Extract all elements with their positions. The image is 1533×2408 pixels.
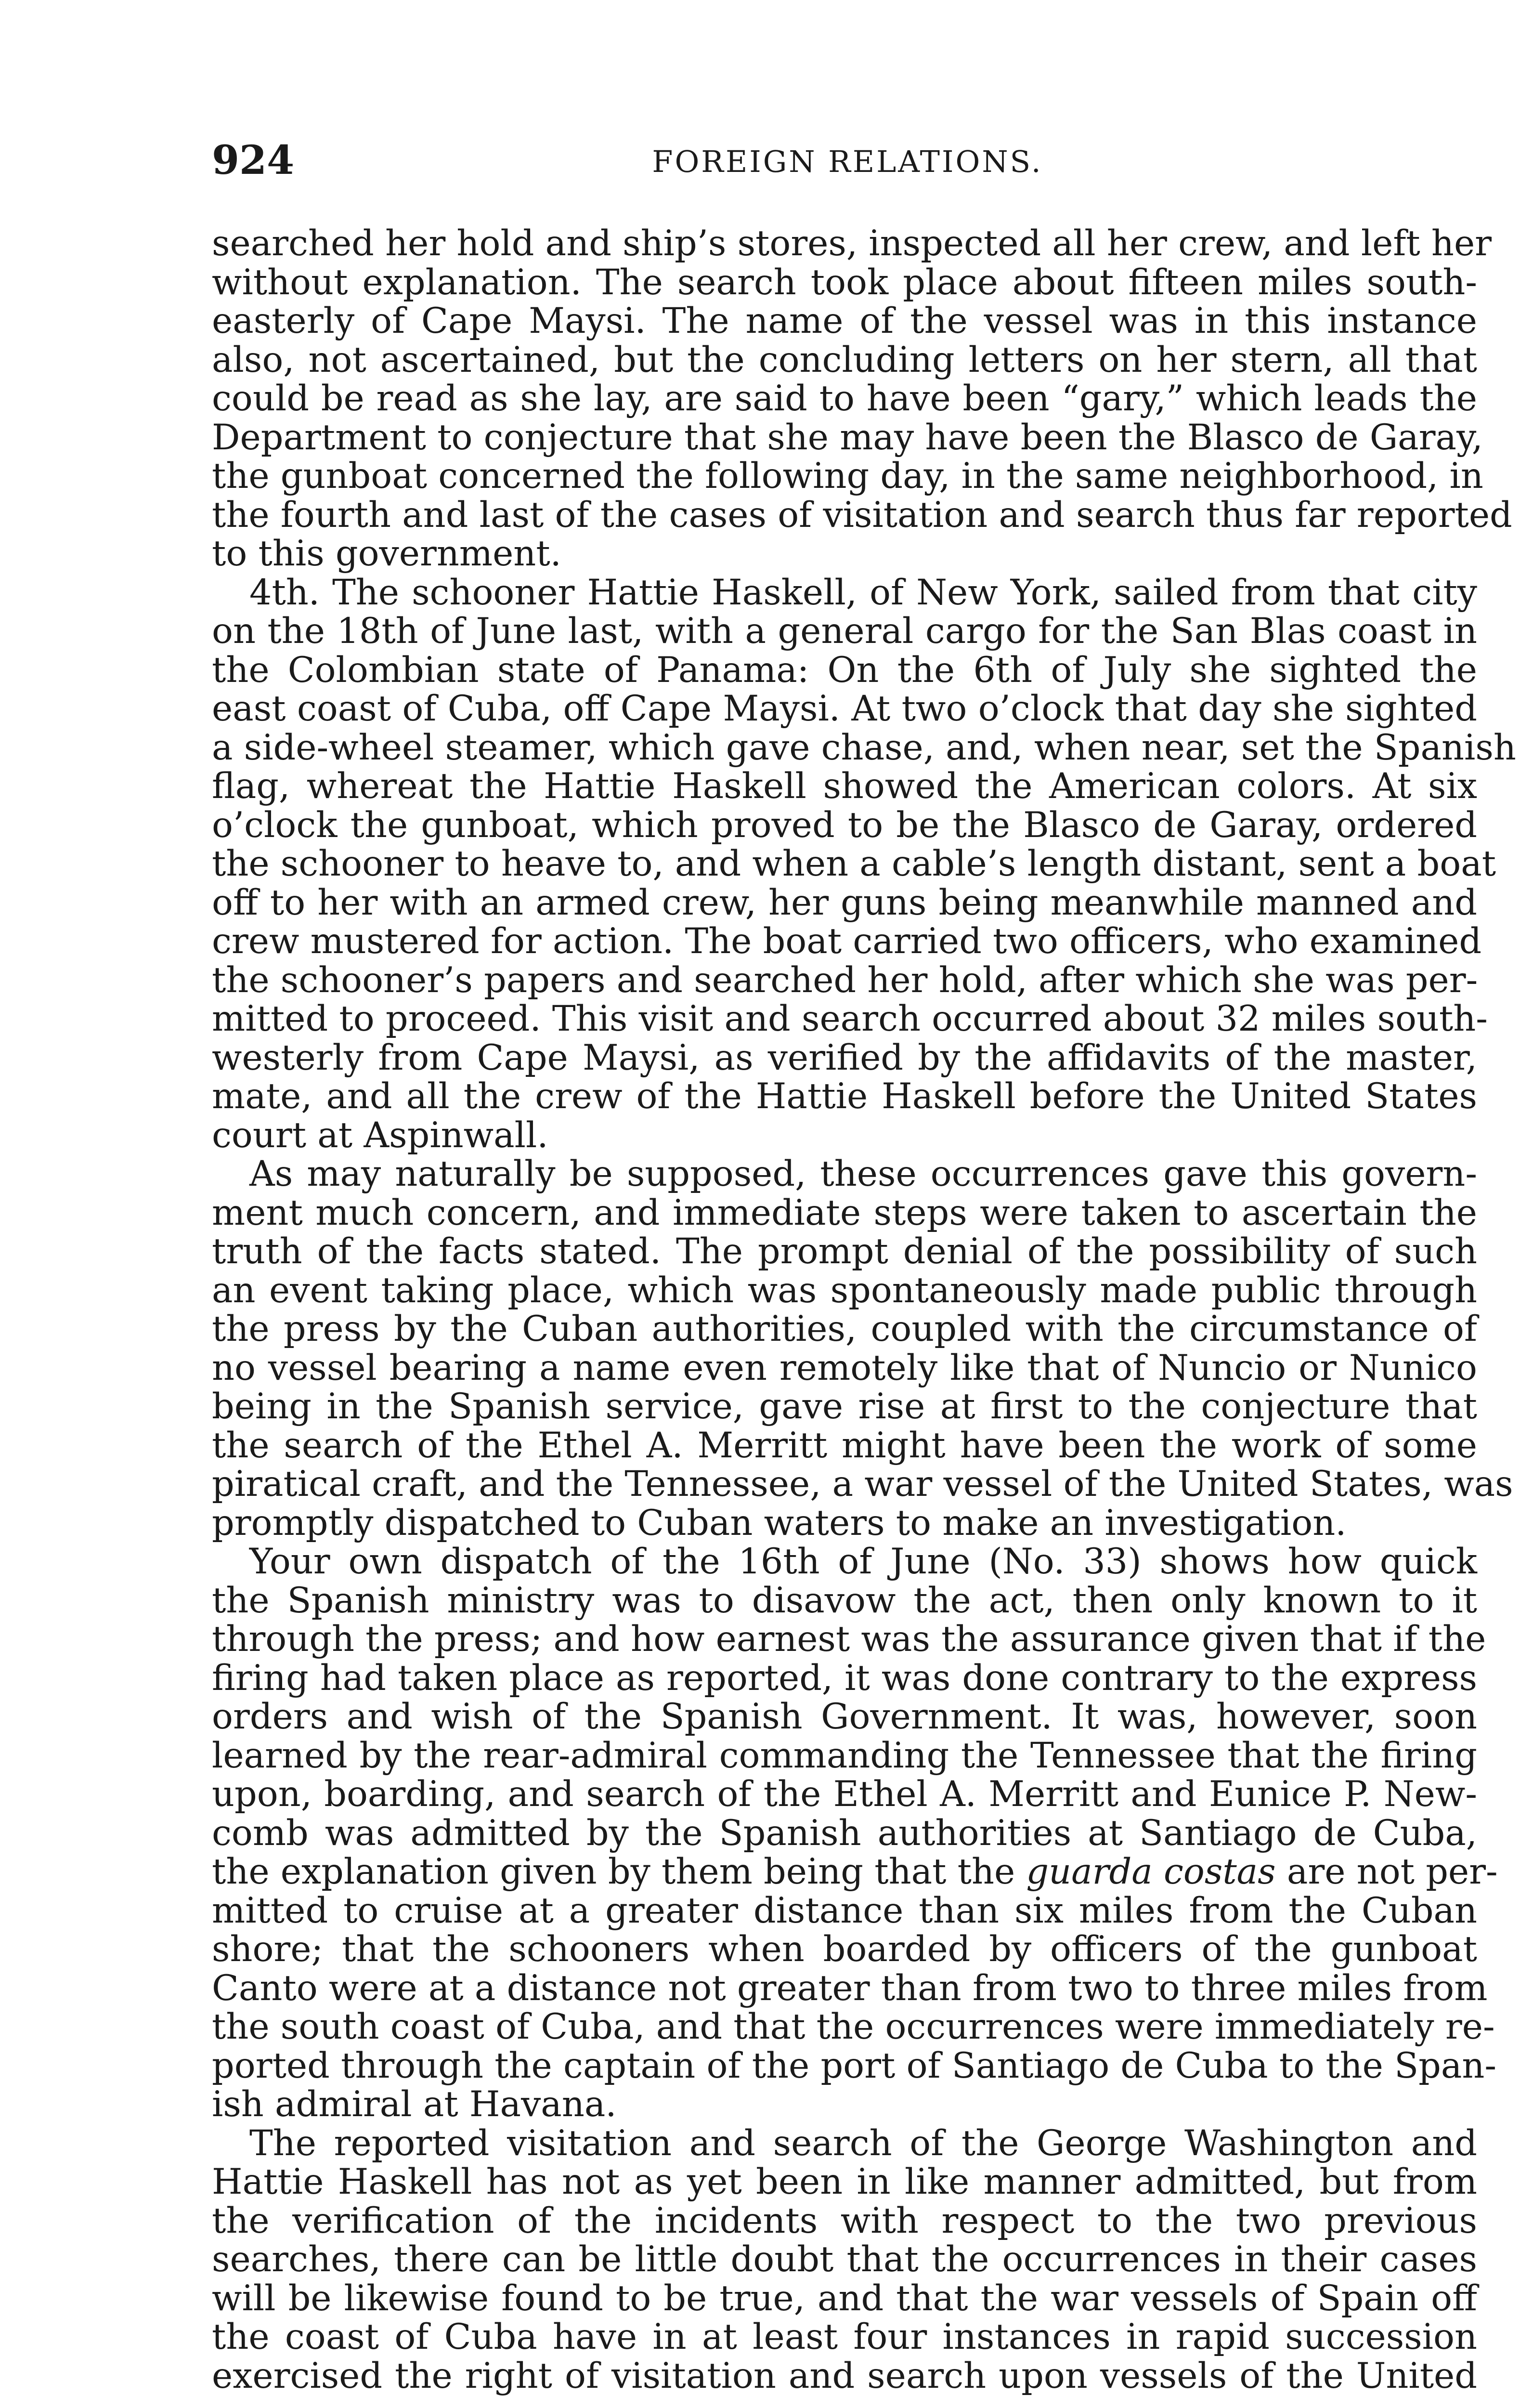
text-line: the schooner to heave to, and when a cable’s length distant, sent a boat bbox=[212, 843, 1496, 884]
text-line: o’clock the gunboat, which proved to be the Blasco de Garay, ordered bbox=[212, 804, 1477, 846]
text-line: truth of the facts stated. The prompt denial of the possibility of such bbox=[212, 1231, 1477, 1272]
page-number: 924 bbox=[212, 137, 295, 183]
text-line: shore; that the schooners when boarded by officers of the gunboat bbox=[212, 1929, 1477, 1970]
text-line: the gunboat concerned the following day, in the same neighborhood, in bbox=[212, 456, 1483, 497]
text-line: the press by the Cuban authorities, coupled with the circumstance of bbox=[212, 1309, 1477, 1349]
text-line: As may naturally be supposed, these occurrences gave this govern- bbox=[249, 1153, 1477, 1194]
text-line: mitted to proceed. This visit and search occurred about 32 miles south- bbox=[212, 998, 1488, 1039]
text-line: Your own dispatch of the 16th of June (No. 33) shows how quick bbox=[249, 1541, 1477, 1582]
text-line: to this government. bbox=[212, 533, 561, 574]
text-line: upon, boarding, and search of the Ethel A. Merritt and Eunice P. New- bbox=[212, 1774, 1477, 1815]
running-title: FOREIGN RELATIONS. bbox=[652, 144, 1043, 179]
text-line: The reported visitation and search of the George Washington and bbox=[249, 2122, 1477, 2164]
text-line: learned by the rear-admiral commanding the Tennessee that the firing bbox=[212, 1735, 1477, 1776]
text-line: Canto were at a distance not greater than from two to three miles from bbox=[212, 1967, 1488, 2009]
text-line: the schooner’s papers and searched her hold, after which she was per- bbox=[212, 959, 1478, 1001]
text-line: firing had taken place as reported, it was done contrary to the express bbox=[212, 1657, 1477, 1699]
text-line: off to her with an armed crew, her guns being meanwhile manned and bbox=[212, 882, 1477, 923]
text-line: westerly from Cape Maysi, as verified by the affidavits of the master, bbox=[212, 1037, 1477, 1078]
text-line: mate, and all the crew of the Hattie Haskell before the United States bbox=[212, 1076, 1477, 1117]
text-segment: the explanation given by them being that the bbox=[212, 1851, 1026, 1892]
text-line: also, not ascertained, but the concluding letters on her stern, all that bbox=[212, 339, 1477, 380]
text-line: searches, there can be little doubt that the occurrences in their cases bbox=[212, 2239, 1477, 2280]
text-line: Department to conjecture that she may have been the Blasco de Garay, bbox=[212, 417, 1483, 458]
paragraph-hattie-haskell bbox=[212, 572, 1516, 1156]
text-line: orders and wish of the Spanish Government. It was, however, soon bbox=[212, 1696, 1477, 1737]
text-line: flag, whereat the Hattie Haskell showed the American colors. At six bbox=[212, 766, 1477, 807]
text-line: easterly of Cape Maysi. The name of the vessel was in this instance bbox=[212, 301, 1477, 341]
running-head bbox=[212, 134, 1483, 187]
text-line: the fourth and last of the cases of visitation and search thus far reported bbox=[212, 494, 1512, 536]
text-line: mitted to cruise at a greater distance than six miles from the Cuban bbox=[212, 1890, 1477, 1931]
text-line: being in the Spanish service, gave rise at first to the conjecture that bbox=[212, 1386, 1477, 1427]
text-line: Hattie Haskell has not as yet been in like manner admitted, but from bbox=[212, 2161, 1477, 2202]
italic-phrase: guarda costas bbox=[1026, 1851, 1276, 1892]
text-line: comb was admitted by the Spanish authorities at Santiago de Cuba, bbox=[212, 1812, 1477, 1854]
paragraph-reported-visitation bbox=[212, 2124, 1477, 2396]
text-line: on the 18th of June last, with a general cargo for the San Blas coast in bbox=[212, 611, 1477, 652]
text-line: the coast of Cuba have in at least four instances in rapid succession bbox=[212, 2316, 1477, 2357]
text-line: the Colombian state of Panama: On the 6th of July she sighted the bbox=[212, 649, 1477, 691]
text-line-with-italic bbox=[212, 1851, 1498, 1892]
text-line: through the press; and how earnest was the assurance given that if the bbox=[212, 1619, 1486, 1660]
text-line: the Spanish ministry was to disavow the act, then only known to it bbox=[212, 1580, 1477, 1621]
text-line: ish admiral at Havana. bbox=[212, 2084, 617, 2125]
text-line: searched her hold and ship’s stores, inspected all her crew, and left her bbox=[212, 223, 1492, 264]
paragraph-search-continuation bbox=[212, 223, 1512, 574]
text-line: could be read as she lay, are said to have been “gary,” which leads the bbox=[212, 378, 1477, 419]
text-line: 4th. The schooner Hattie Haskell, of New York, sailed from that city bbox=[249, 572, 1477, 613]
text-line: will be likewise found to be true, and that the war vessels of Spain off bbox=[212, 2277, 1477, 2319]
body-text bbox=[212, 223, 1516, 2396]
text-line: ment much concern, and immediate steps were taken to ascertain the bbox=[212, 1192, 1477, 1233]
text-line: a side-wheel steamer, which gave chase, and, when near, set the Spanish bbox=[212, 727, 1516, 768]
text-line: without explanation. The search took place about fifteen miles south- bbox=[212, 262, 1477, 303]
text-line: no vessel bearing a name even remotely like that of Nuncio or Nunico bbox=[212, 1347, 1477, 1388]
text-line: the search of the Ethel A. Merritt might have been the work of some bbox=[212, 1425, 1477, 1466]
text-segment: are not per- bbox=[1275, 1851, 1498, 1892]
text-line: the south coast of Cuba, and that the occurrences were immediately re- bbox=[212, 2006, 1495, 2047]
text-line: ported through the captain of the port of Santiago de Cuba to the Span- bbox=[212, 2045, 1497, 2086]
text-line: exercised the right of visitation and search upon vessels of the United bbox=[212, 2355, 1477, 2396]
text-line: piratical craft, and the Tennessee, a war vessel of the United States, was bbox=[212, 1464, 1513, 1505]
text-line: east coast of Cuba, off Cape Maysi. At two o’clock that day she sighted bbox=[212, 688, 1477, 729]
text-line: crew mustered for action. The boat carried two officers, who examined bbox=[212, 921, 1482, 962]
text-line: promptly dispatched to Cuban waters to make an investigation. bbox=[212, 1502, 1347, 1544]
paragraph-government-concern bbox=[212, 1153, 1513, 1544]
paragraph-spanish-dispatch bbox=[212, 1541, 1498, 2125]
text-line: an event taking place, which was spontaneously made public through bbox=[212, 1269, 1477, 1311]
text-line: the verification of the incidents with respect to the two previous bbox=[212, 2200, 1477, 2241]
text-line: court at Aspinwall. bbox=[212, 1114, 548, 1156]
